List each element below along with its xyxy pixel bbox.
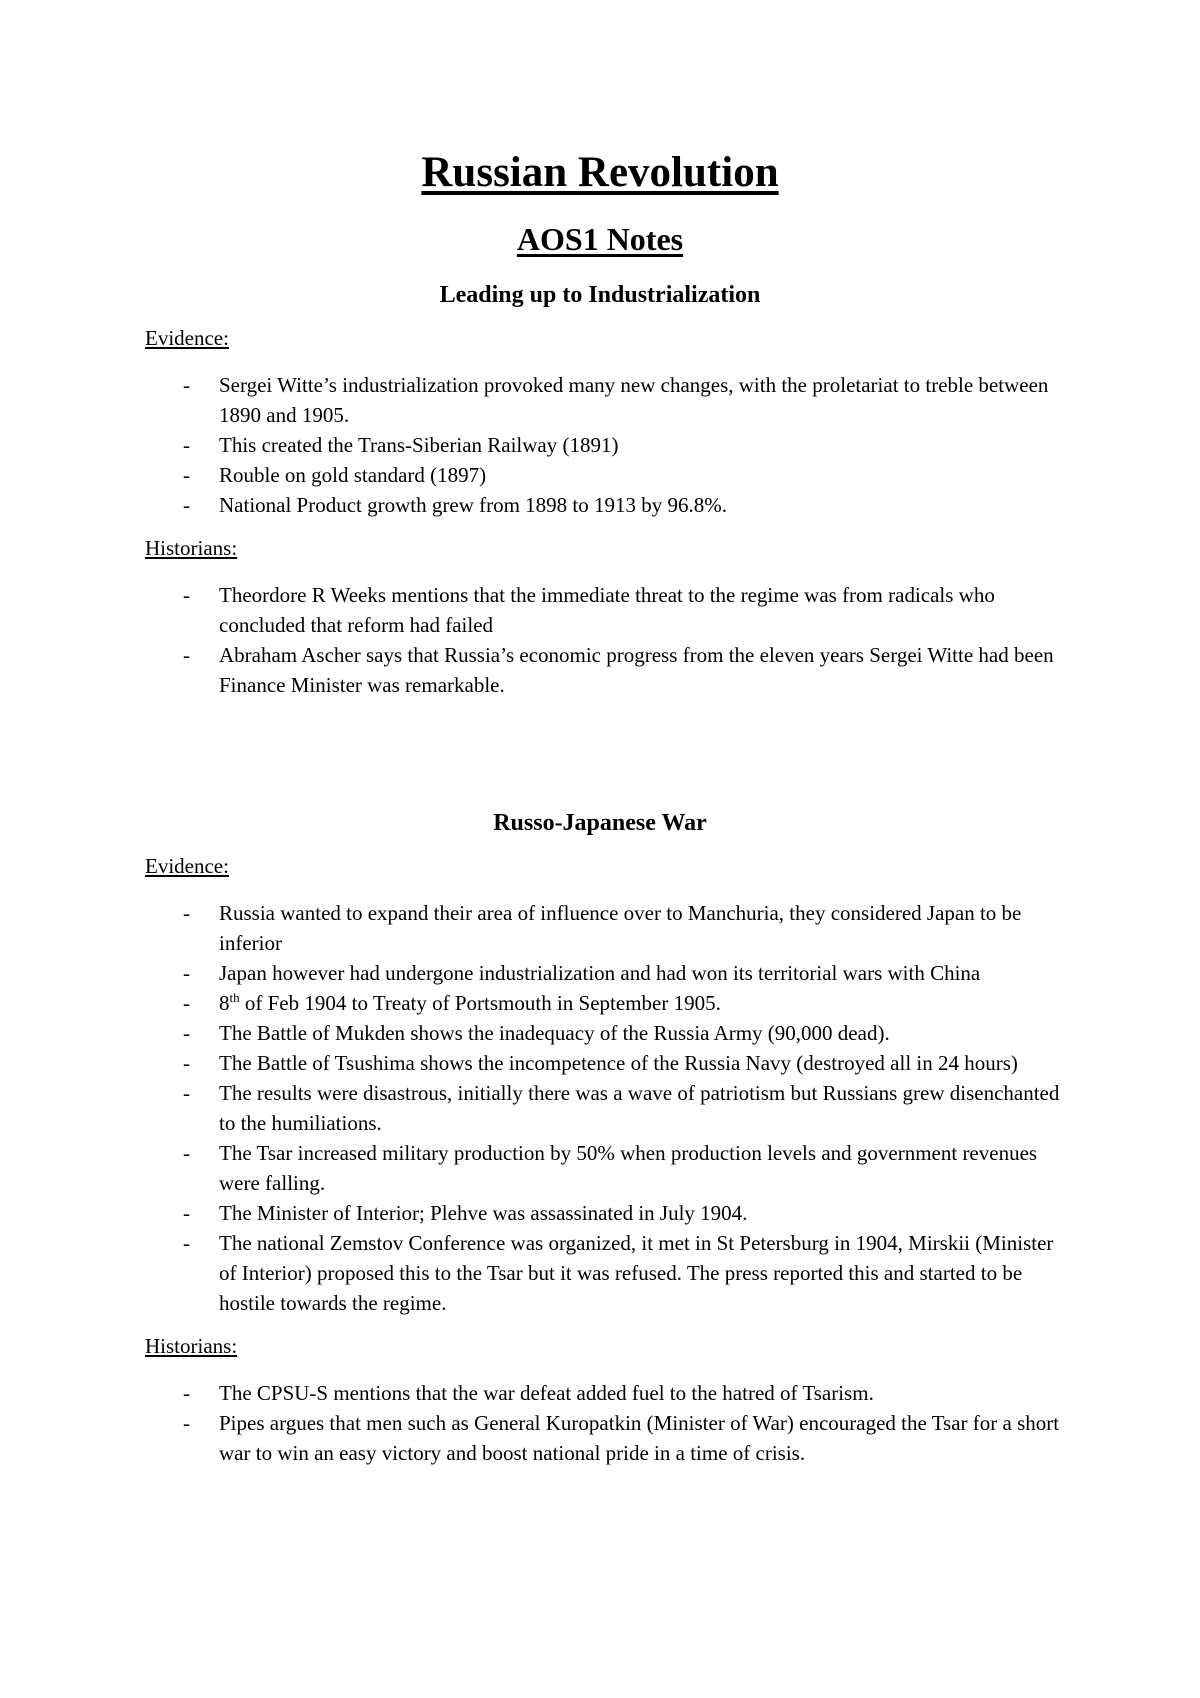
- list-item-text: The results were disastrous, initially there was a wave of patriotism but Russians grew disenchanted to the humiliations.: [219, 1081, 1060, 1135]
- bullet-dash: -: [183, 463, 190, 487]
- document-title: Russian Revolution: [421, 149, 779, 196]
- list-item: [145, 1198, 1065, 1228]
- bullet-dash: -: [183, 583, 190, 607]
- bullet-dash: -: [183, 1141, 190, 1165]
- historians-label: Historians:: [145, 1334, 238, 1358]
- list-item-text: Japan however had undergone industrialization and had won its territorial wars with China: [219, 961, 981, 985]
- list-item: [145, 1408, 1065, 1468]
- bullet-dash: -: [183, 1081, 190, 1105]
- list-item-text: The national Zemstov Conference was organized, it met in St Petersburg in 1904, Mirskii (Minister of Interior) proposed this to the Tsar but it was refused. The press reported this and started to be hostile towards the regime.: [219, 1231, 1054, 1315]
- bullet-dash: -: [183, 991, 190, 1015]
- evidence-list: [145, 898, 1065, 1318]
- historians-label: Historians:: [145, 536, 238, 560]
- document-subtitle: AOS1 Notes: [516, 221, 684, 257]
- list-item-text: Abraham Ascher says that Russia’s economic progress from the eleven years Sergei Witte had been Finance Minister was remarkable.: [219, 643, 1054, 697]
- bullet-dash: -: [183, 1381, 190, 1405]
- section-russo-japanese-war: [145, 808, 1065, 1468]
- list-item-text: The Battle of Tsushima shows the incompetence of the Russia Navy (destroyed all in 24 hours): [219, 1051, 1018, 1075]
- list-item-text: Russia wanted to expand their area of influence over to Manchuria, they considered Japan to be inferior: [219, 901, 1022, 955]
- list-item: [145, 1078, 1065, 1138]
- list-item-text: Rouble on gold standard (1897): [219, 463, 487, 487]
- bullet-dash: -: [183, 1051, 190, 1075]
- bullet-dash: -: [183, 493, 190, 517]
- list-item: [145, 1378, 1065, 1408]
- list-item-text: National Product growth grew from 1898 to 1913 by 96.8%.: [219, 493, 728, 517]
- list-item: [145, 1138, 1065, 1198]
- list-item-text: Theordore R Weeks mentions that the immediate threat to the regime was from radicals who concluded that reform had failed: [219, 583, 995, 637]
- list-item: [145, 958, 1065, 988]
- section-heading: Russo-Japanese War: [493, 810, 707, 836]
- list-item: [145, 1048, 1065, 1078]
- bullet-dash: -: [183, 961, 190, 985]
- date-superscript: th: [229, 990, 240, 1005]
- bullet-dash: -: [183, 373, 190, 397]
- list-item: [145, 988, 1065, 1018]
- list-item: [145, 898, 1065, 958]
- bullet-dash: -: [183, 433, 190, 457]
- section-industrialization: [145, 280, 1065, 700]
- list-item-text: Sergei Witte’s industrialization provoked many new changes, with the proletariat to treble between 1890 and 1905.: [219, 373, 1049, 427]
- bullet-dash: -: [183, 1231, 190, 1255]
- bullet-dash: -: [183, 901, 190, 925]
- evidence-label: Evidence:: [145, 326, 229, 350]
- list-item: [145, 460, 1065, 490]
- date-prefix: 8: [219, 991, 230, 1015]
- list-item: [145, 490, 1065, 520]
- list-item-text: The CPSU-S mentions that the war defeat added fuel to the hatred of Tsarism.: [219, 1381, 874, 1405]
- list-item-text: The Battle of Mukden shows the inadequacy of the Russia Army (90,000 dead).: [219, 1021, 890, 1045]
- bullet-dash: -: [183, 1201, 190, 1225]
- bullet-dash: -: [183, 1021, 190, 1045]
- list-item-text: This created the Trans-Siberian Railway (1891): [219, 433, 619, 457]
- historians-list: [145, 580, 1065, 700]
- section-heading: Leading up to Industrialization: [439, 282, 761, 308]
- list-item: [145, 370, 1065, 430]
- bullet-dash: -: [183, 643, 190, 667]
- list-item-text: of Feb 1904 to Treaty of Portsmouth in September 1905.: [244, 991, 721, 1015]
- bullet-dash: -: [183, 1411, 190, 1435]
- evidence-label: Evidence:: [145, 854, 229, 878]
- evidence-list: [145, 370, 1065, 520]
- list-item: [145, 640, 1065, 700]
- list-item: [145, 430, 1065, 460]
- list-item-text: The Minister of Interior; Plehve was assassinated in July 1904.: [219, 1201, 748, 1225]
- list-item: [145, 580, 1065, 640]
- list-item: [145, 1228, 1065, 1318]
- list-item: [145, 1018, 1065, 1048]
- historians-list: [145, 1378, 1065, 1468]
- list-item-text: Pipes argues that men such as General Kuropatkin (Minister of War) encouraged the Tsar for a short war to win an easy victory and boost national pride in a time of crisis.: [219, 1411, 1060, 1465]
- list-item-text: The Tsar increased military production by 50% when production levels and government revenues were falling.: [219, 1141, 1038, 1195]
